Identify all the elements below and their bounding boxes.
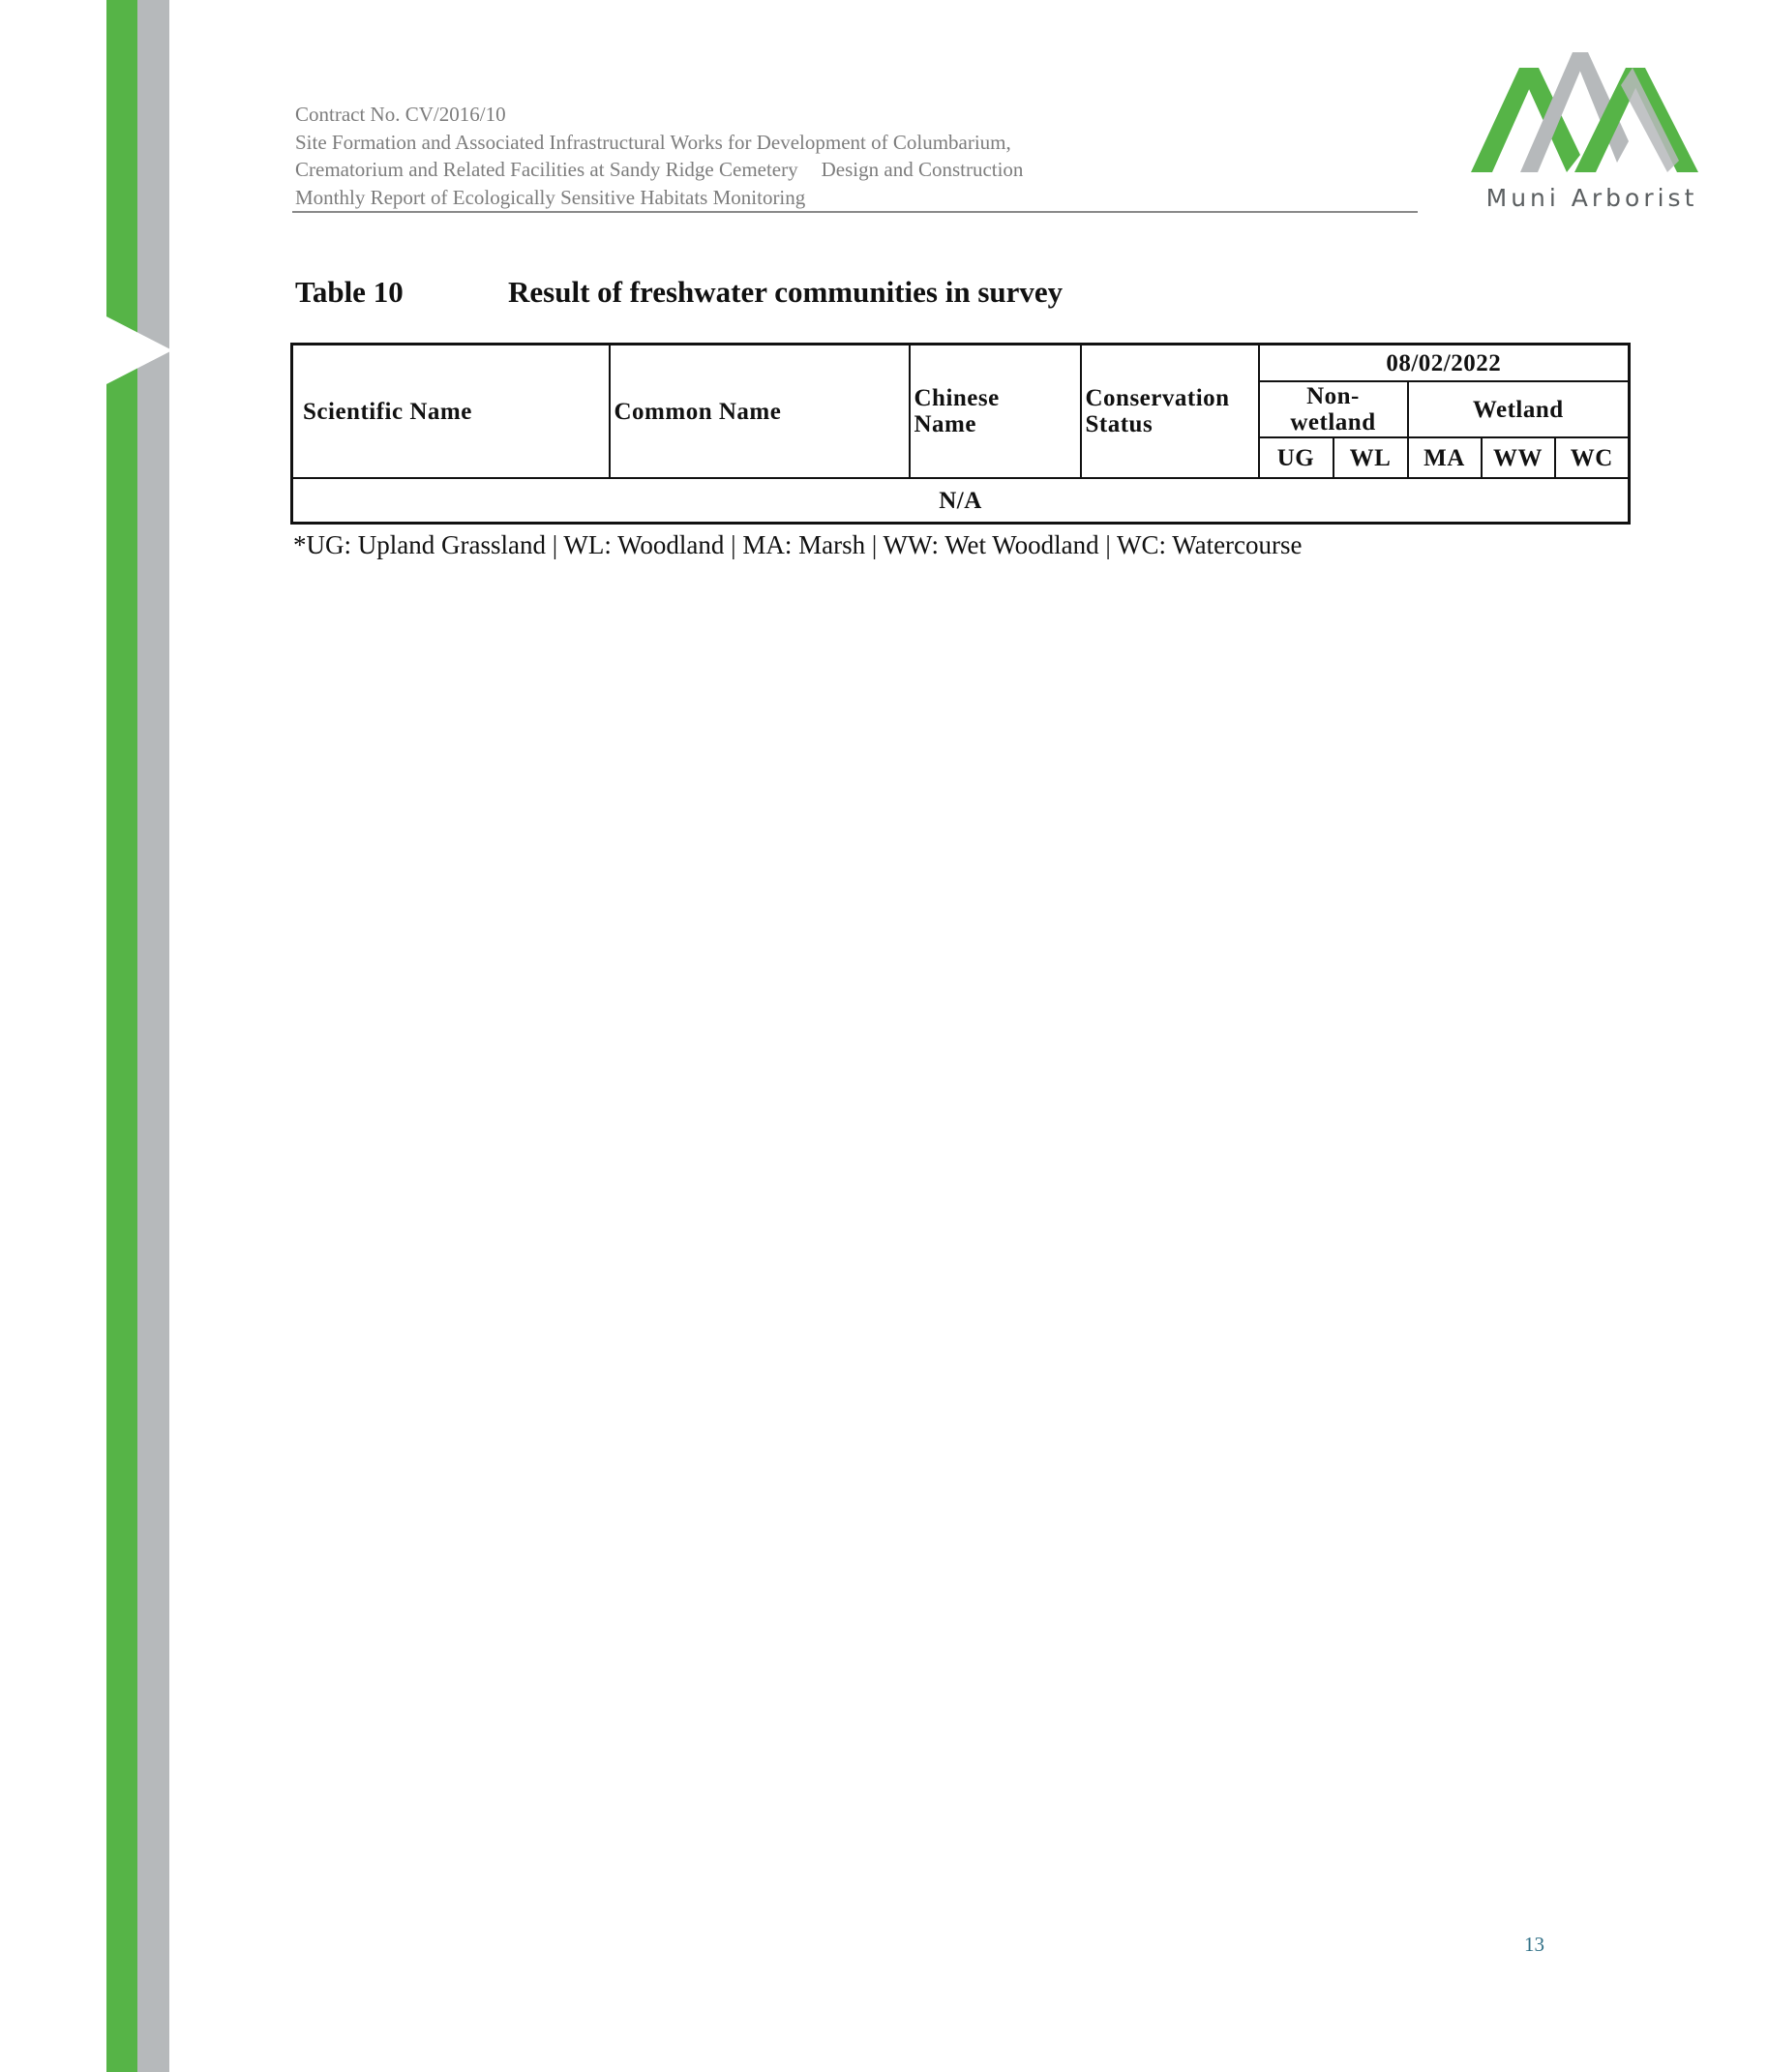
header-habitat-ww: WW	[1482, 437, 1555, 478]
header-title-line-1: Site Formation and Associated Infrastructural Works for Development of Columbarium,	[295, 130, 1011, 154]
header-habitat-wc: WC	[1555, 437, 1630, 478]
header-scientific-name: Scientific Name	[292, 345, 610, 479]
side-bar-grey	[137, 0, 169, 2072]
header-habitat-ug: UG	[1259, 437, 1333, 478]
header-chinese-name-line-1: Chinese	[914, 385, 1000, 411]
logo-wordmark: Muni Arborist	[1485, 184, 1698, 212]
header-survey-date: 08/02/2022	[1259, 345, 1630, 382]
header-design-construction: Design and Construction	[821, 158, 1024, 181]
header-contract-line: Contract No. CV/2016/10	[295, 103, 506, 126]
header-conservation-status	[1081, 345, 1259, 479]
header-habitat-wl: WL	[1333, 437, 1408, 478]
header-non-wetland-line-1: Non-	[1306, 383, 1360, 409]
header-wetland: Wetland	[1408, 381, 1630, 437]
logo-mountains-icon	[1466, 46, 1708, 182]
table-body-empty-row: N/A	[292, 478, 1630, 524]
table-caption	[295, 275, 1063, 310]
side-notch-shape	[105, 315, 172, 385]
company-logo	[1466, 46, 1708, 221]
header-chinese-name	[910, 345, 1081, 479]
header-conservation-line-1: Conservation	[1085, 385, 1230, 411]
header-non-wetland	[1259, 381, 1408, 437]
side-bar-green	[106, 0, 137, 2072]
header-habitat-ma: MA	[1408, 437, 1482, 478]
freshwater-communities-table	[290, 343, 1631, 525]
table-footnote: *UG: Upland Grassland | WL: Woodland | MA: Marsh | WW: Wet Woodland | WC: Watercourse	[293, 530, 1303, 559]
document-header	[295, 101, 1418, 211]
table-number: Table 10	[295, 275, 404, 309]
header-conservation-line-2: Status	[1085, 411, 1154, 437]
header-non-wetland-line-2: wetland	[1290, 409, 1376, 435]
header-common-name: Common Name	[610, 345, 910, 479]
header-title-line-2-text: Crematorium and Related Facilities at Sandy Ridge Cemetery	[295, 158, 798, 181]
header-chinese-name-line-2: Name	[914, 411, 976, 437]
table-title: Result of freshwater communities in survey	[508, 275, 1064, 309]
header-divider	[292, 211, 1418, 213]
header-title-line-2	[295, 156, 1418, 184]
header-report-line: Monthly Report of Ecologically Sensitive Habitats Monitoring	[295, 185, 806, 209]
page-number: 13	[1524, 1933, 1544, 1956]
